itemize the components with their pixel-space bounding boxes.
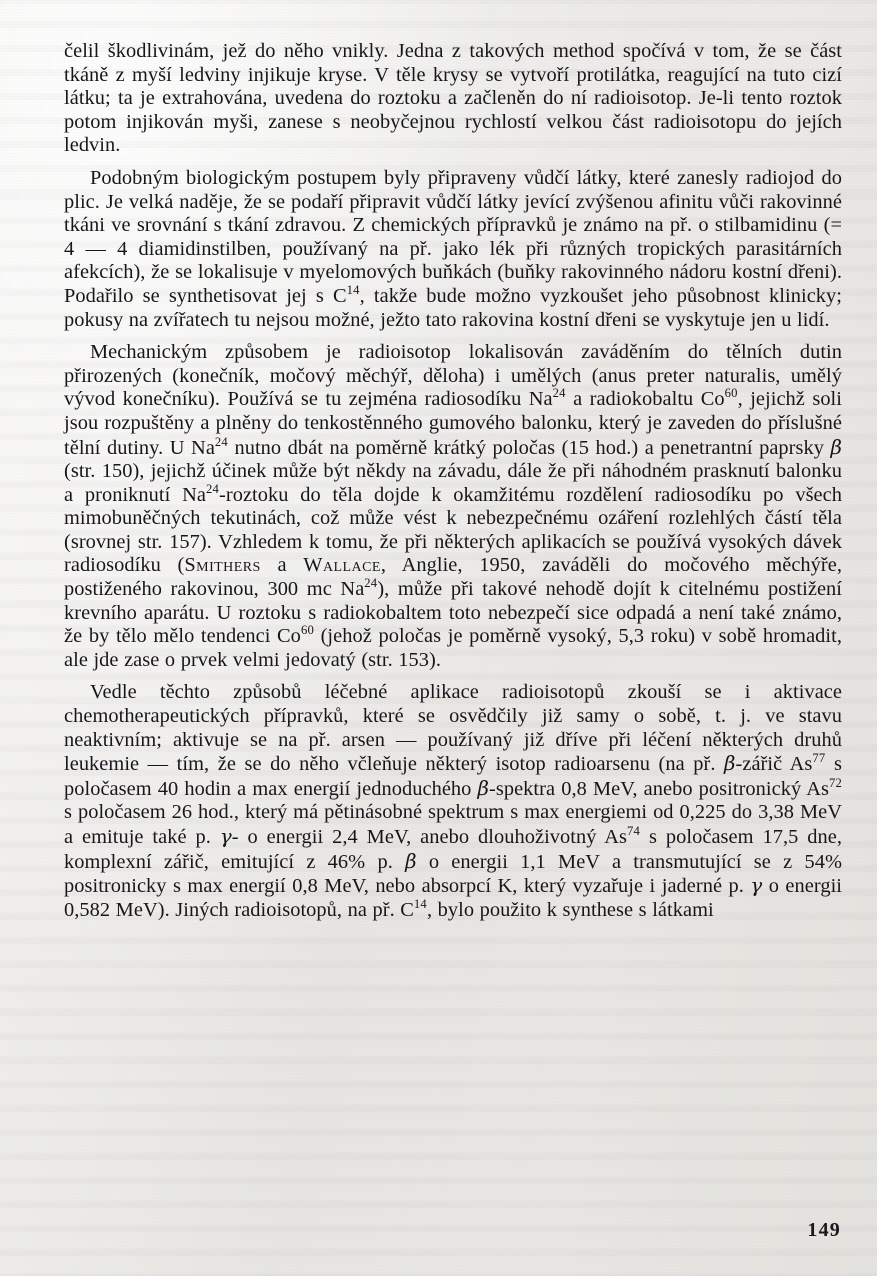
author-name: Wallace (303, 554, 381, 577)
isotope-superscript: 14 (413, 896, 427, 911)
isotope-superscript: 24 (364, 576, 378, 591)
isotope-superscript: 24 (214, 434, 228, 449)
paragraph-2: Podobným biologickým postupem byly připraveny vůdčí látky, které zanesly radiojod do plic. Je velká naděje, že se podaří připravit vůdčí látky jevící zvýšenou afinitu vůči rakovinné tkáni ve srovnání s tkání zdravou. Z chemických přípravků je známo na př. o stilbamidinu (= 4 — 4 diamidinstilben, používaný na př. jako lék při různých tropických parasitárních afekcích), že se lokalisuje v myelomových buňkách (buňky rakovinného nádoru kostní dřeni). Podařilo se synthetisovat jej s $C^{14}$, takže bude možno vyzkoušet jeho působnost klinicky; pokusy na zvířatech tu nejsou možné, ježto tato rakovina kostní dřeni se vyskytuje jen u lidí. (64, 166, 843, 331)
page-number: 149 (807, 1219, 841, 1241)
author-name: Smithers (184, 554, 261, 577)
greek-letter: β (477, 776, 490, 800)
greek-letter: β (724, 752, 736, 776)
isotope-superscript: 24 (552, 386, 566, 401)
isotope-superscript: 60 (724, 386, 738, 401)
paragraph-1: čelil škodlivinám, jež do něho vnikly. Jedna z takových method spočívá v tom, že se část tkáně z myší ledviny injikuje kryse. V těle krysy se vytvoří protilátka, reagující na tuto cizí látku; ta je extrahována, uvedena do roztoku a začleněn do ní radioisotop. Je-li tento roztok potom injikován myši, zanese s neobyčejnou rychlostí velkou část radioisotopu do jejích ledvin. (64, 40, 842, 157)
greek-letter: γ (750, 874, 763, 898)
isotope-superscript: 77 (812, 751, 826, 766)
isotope-superscript: 14 (346, 283, 360, 298)
isotope-superscript: 72 (828, 776, 842, 791)
page-text-block (64, 40, 842, 922)
isotope-superscript: 60 (300, 623, 314, 638)
greek-letter: β (405, 849, 417, 873)
isotope-superscript: 24 (206, 481, 220, 496)
paragraph-3: Mechanickým způsobem je radioisotop lokalisován zaváděním do tělních dutin přirozených (konečník, močový měchýř, děloha) i umělých (anus preter naturalis, umělý vývod konečníku). Používá se tu zejména radiosodíku Na$^{24}$ a radiokobaltu Co$^{60}$, jejichž soli jsou rozpuštěny a plněny do tenkostěnného gumového balonku, který je zaveden do příslušné tělní dutiny. U Na$^{24}$ nutno dbát na poměrně krátký poločas (15 hod.) a penetrantní paprsky β (str. 150), jejichž účinek může být někdy na závadu, dále že při náhodném prasknutí balonku a proniknutí Na$^{24}$-roztoku do těla dojde k okamžitému rozdělení radiosodíku po všech mimobuněčných tekutinách, což může vést k nebezpečnému ozáření rozlehlých částí těla (srovnej str. 157). Vzhledem k tomu, že při některých aplikacích se používá vysokých dávek radiosodíku (Smithers a Wallace, Anglie, 1950, zaváděli do močového měchýře, postiženého rakovinou, 300 mc Na$^{24}$), může při takové nehodě dojít k citelnému postižení krevního aparátu. U roztoku s radiokobaltem toto nebezpečí sice odpadá a není také známo, že by tělo mělo tendenci Co$^{60}$ (jehož poločas je poměrně vysoký, 5,3 roku) v sobě hromadit, ale jde zase o prvek velmi jedovatý (str. 153). (64, 341, 843, 671)
greek-letter: γ (219, 825, 232, 848)
greek-letter: β (830, 435, 842, 459)
isotope-superscript: 74 (627, 824, 641, 839)
paragraph-4: Vedle těchto způsobů léčebné aplikace radioisotopů zkouší se i aktivace chemotherapeutických přípravků, které se osvědčily již samy o sobě, t. j. ve stavu neaktivním; aktivuje se na př. arsen — používaný již dříve při léčení některých druhů leukemie — tím, že se do něho včleňuje některý isotop radioarsenu (na př. β-zářič As$^{77}$ s poločasem 40 hodin a max energií jednoduchého β-spektra 0,8 MeV, anebo positronický As$^{72}$ s poločasem 26 hod., který má pětinásobné spektrum s max energiemi od 0,225 do 3,38 MeV a emituje také p. γ- o energii 2,4 MeV, anebo dlouhoživotný As$^{74}$ s poločasem 17,5 dne, komplexní zářič, emitující z 46% p. β o energii 1,1 MeV a transmutující se z 54% positronicky s max energií 0,8 MeV, nebo absorpcí K, který vyzařuje i jaderné p. γ o energii 0,582 MeV). Jiných radioisotopů, na př. $C^{14}$, bylo použito k synthese s látkami (64, 681, 842, 921)
